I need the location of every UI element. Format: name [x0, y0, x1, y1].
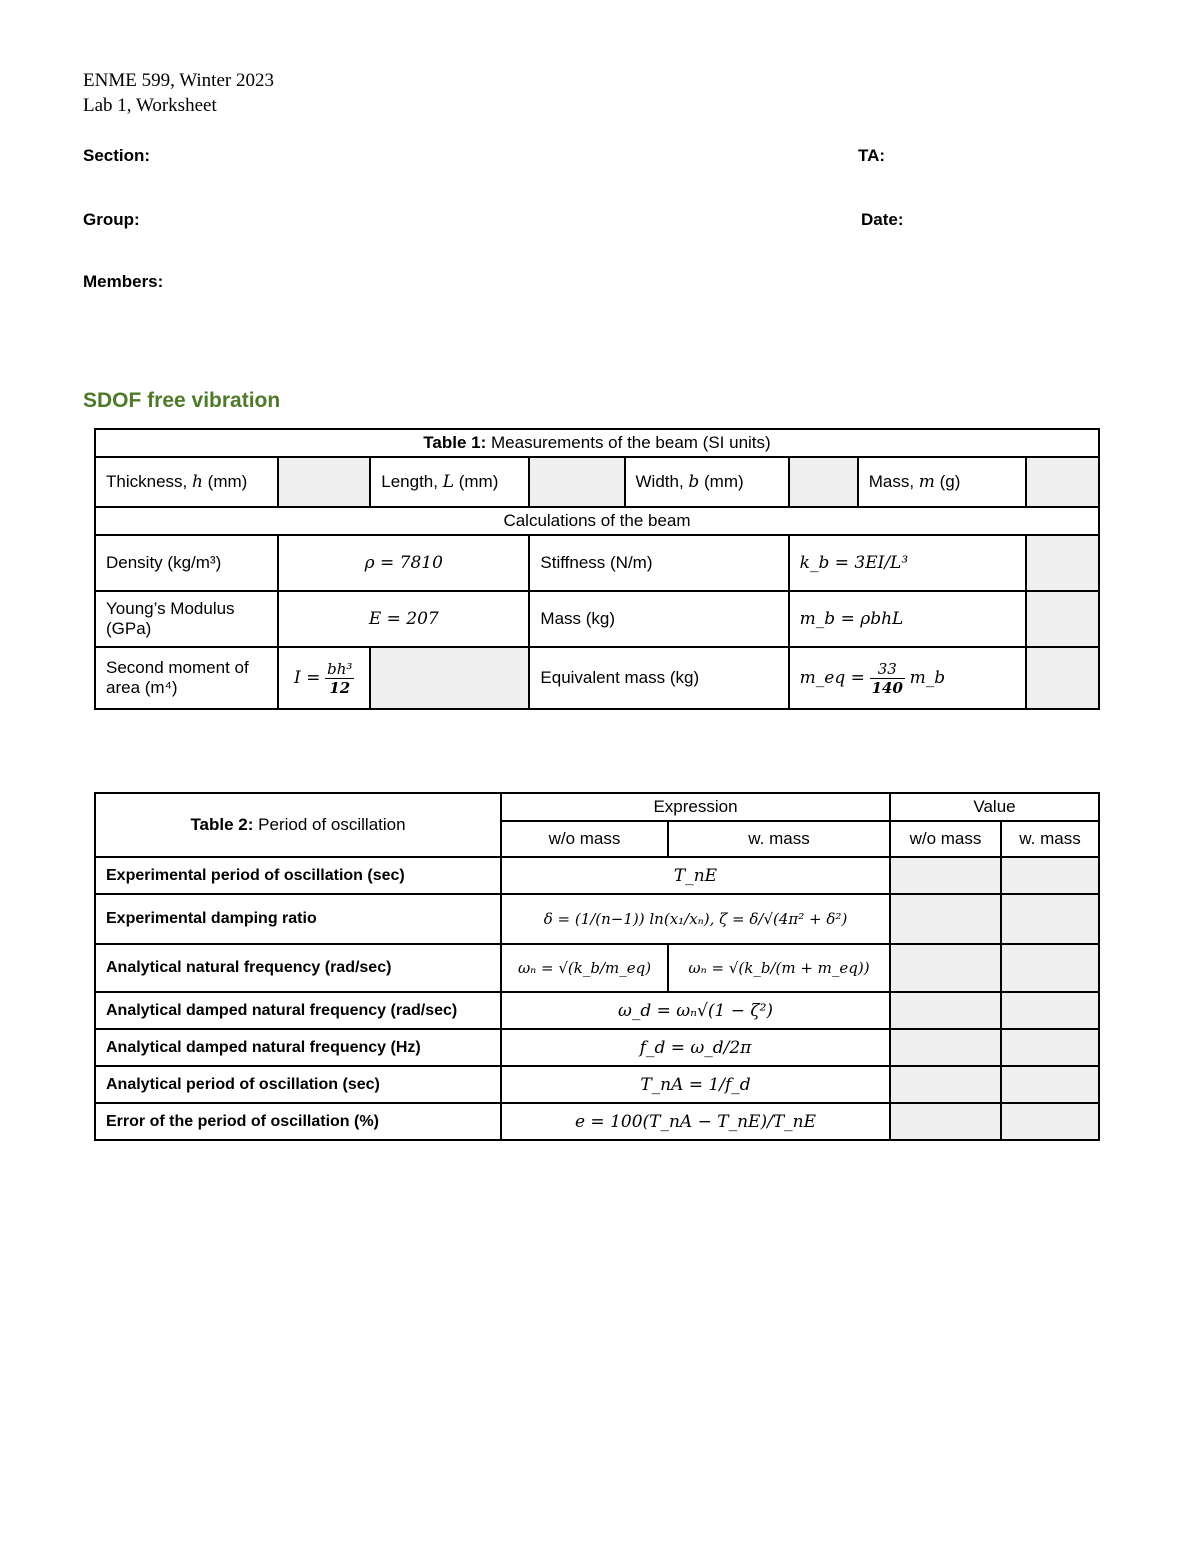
row-label: Analytical damped natural frequency (Hz) [95, 1029, 501, 1066]
equivalent-mass-value[interactable] [1026, 647, 1099, 709]
length-label: Length, L (mm) [370, 457, 529, 507]
moment-expression: I = $\frac{\text{bh³}}{12}$ [278, 647, 370, 709]
row-expression-w-mass: ωₙ = √(k_b/(m + m_eq)) [668, 944, 890, 992]
density-expression: ρ = 7810 [278, 535, 529, 591]
thickness-label: Thickness, h (mm) [95, 457, 278, 507]
value-w-mass-cell[interactable] [1001, 894, 1099, 944]
section-title: SDOF free vibration [83, 389, 281, 412]
date-field-label: Date: [861, 210, 904, 229]
value-wo-mass-cell[interactable] [890, 1066, 1001, 1103]
table-row [95, 1103, 1099, 1140]
moment-value[interactable] [370, 647, 529, 709]
row-label: Experimental period of oscillation (sec) [95, 857, 501, 894]
width-label: Width, b (mm) [625, 457, 789, 507]
value-w-mass-cell[interactable] [1001, 857, 1099, 894]
beam-mass-expression: m_b = ρbhL [789, 591, 1026, 647]
mass-label: Mass, m (g) [858, 457, 1026, 507]
section-field-label: Section: [83, 146, 151, 165]
table-row [95, 857, 1099, 894]
value-wo-mass-cell[interactable] [890, 992, 1001, 1029]
row-label: Error of the period of oscillation (%) [95, 1103, 501, 1140]
width-input[interactable] [789, 457, 858, 507]
row-label: Analytical damped natural frequency (rad/sec) [95, 992, 501, 1029]
mass-input[interactable] [1026, 457, 1099, 507]
moment-label: Second moment of area (m⁴) [95, 647, 278, 709]
value-w-mass-cell[interactable] [1001, 1029, 1099, 1066]
stiffness-expression: k_b = 3EI/L³ [789, 535, 1026, 591]
members-field-label: Members: [83, 272, 164, 291]
expression-header: Expression [501, 793, 890, 821]
modulus-label: Young’s Modulus (GPa) [95, 591, 278, 647]
beam-measurements-table [94, 428, 1100, 710]
stiffness-value[interactable] [1026, 535, 1099, 591]
expression-w-mass-header: w. mass [668, 821, 890, 857]
row-expression: e = 100(T_nA − T_nE)/T_nE [501, 1103, 890, 1140]
row-expression: δ = (1/(n−1)) ln(x₁/xₙ), ζ = δ/√(4π² + δ²) [501, 894, 890, 944]
row-expression: ω_d = ωₙ√(1 − ζ²) [501, 992, 890, 1029]
row-expression: f_d = ω_d/2π [501, 1029, 890, 1066]
table-row [95, 992, 1099, 1029]
value-w-mass-header: w. mass [1001, 821, 1099, 857]
table-row [95, 1029, 1099, 1066]
equivalent-mass-expression: m_eq = $\frac{33}{140}$ m_b [789, 647, 1026, 709]
period-of-oscillation-table [94, 792, 1100, 1141]
beam-mass-value[interactable] [1026, 591, 1099, 647]
length-input[interactable] [529, 457, 624, 507]
calculations-header: Calculations of the beam [95, 507, 1099, 535]
density-label: Density (kg/m³) [95, 535, 278, 591]
value-wo-mass-cell[interactable] [890, 857, 1001, 894]
value-header: Value [890, 793, 1099, 821]
row-label: Analytical period of oscillation (sec) [95, 1066, 501, 1103]
value-w-mass-cell[interactable] [1001, 944, 1099, 992]
lab-title: Lab 1, Worksheet [83, 95, 217, 116]
group-field-label: Group: [83, 210, 140, 229]
ta-field-label: TA: [858, 146, 886, 165]
stiffness-label: Stiffness (N/m) [529, 535, 788, 591]
value-w-mass-cell[interactable] [1001, 992, 1099, 1029]
beam-mass-label: Mass (kg) [529, 591, 788, 647]
course-title: ENME 599, Winter 2023 [83, 70, 274, 91]
value-wo-mass-cell[interactable] [890, 944, 1001, 992]
row-expression: T_nE [501, 857, 890, 894]
table-row [95, 894, 1099, 944]
value-w-mass-cell[interactable] [1001, 1066, 1099, 1103]
value-wo-mass-cell[interactable] [890, 1103, 1001, 1140]
row-expression-wo-mass: ωₙ = √(k_b/m_eq) [501, 944, 668, 992]
value-wo-mass-header: w/o mass [890, 821, 1001, 857]
table2-caption: Table 2: Period of oscillation [95, 793, 501, 857]
table-row [95, 944, 1099, 992]
equivalent-mass-label: Equivalent mass (kg) [529, 647, 788, 709]
value-w-mass-cell[interactable] [1001, 1103, 1099, 1140]
row-label: Experimental damping ratio [95, 894, 501, 944]
modulus-expression: E = 207 [278, 591, 529, 647]
table1-caption: Table 1: Measurements of the beam (SI units) [95, 429, 1099, 457]
table-row [95, 1066, 1099, 1103]
value-wo-mass-cell[interactable] [890, 1029, 1001, 1066]
expression-wo-mass-header: w/o mass [501, 821, 668, 857]
row-expression: T_nA = 1/f_d [501, 1066, 890, 1103]
row-label: Analytical natural frequency (rad/sec) [95, 944, 501, 992]
thickness-input[interactable] [278, 457, 370, 507]
value-wo-mass-cell[interactable] [890, 894, 1001, 944]
